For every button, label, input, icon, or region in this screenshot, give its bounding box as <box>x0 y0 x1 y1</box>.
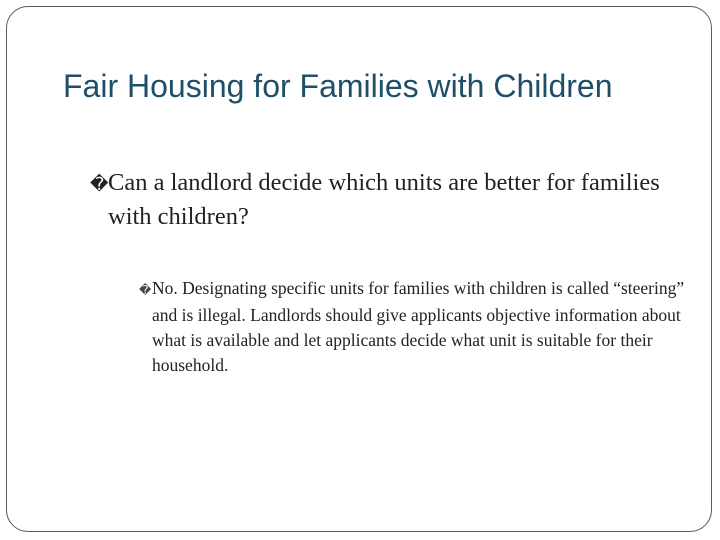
bullet-question-text: Can a landlord decide which units are better for families with children? <box>108 169 660 230</box>
bullet-question <box>90 167 670 233</box>
slide-title: Fair Housing for Families with Children <box>63 68 613 104</box>
sub-bullet-answer <box>139 276 699 378</box>
slide-frame <box>6 6 712 532</box>
sub-bullet-marker-icon: � <box>139 283 152 297</box>
sub-bullet-answer-text: No. Designating specific units for families with children is called “steering” and is illegal. Landlords should give applicants objective information about what is available and let applicants decide what unit is suitable for their household. <box>152 278 685 375</box>
bullet-marker-icon: � <box>90 174 109 195</box>
